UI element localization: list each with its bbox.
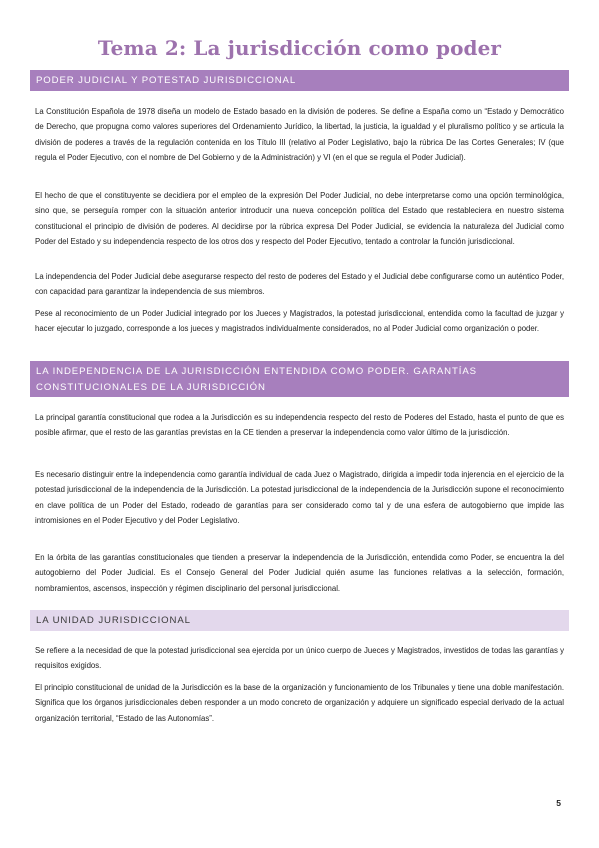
page-title: Tema 2: La jurisdicción como poder [97,36,502,60]
paragraph: El hecho de que el constituyente se decidiera por el empleo de la expresión Del Poder Judicial, no debe interpretarse como una opción terminológica, sino que, se perseguía romper con la situación anterior introducir una nueva concepción política del Estado que restableciera en nuestro sistema constitucional el principio de división de poderes. Al decidirse por la rúbrica expresa Del Poder Judicial, se evidencia la naturaleza del Judicial como Poder del Estado y su independencia respecto de los otros dos y respecto del Poder Ejecutivo, tentado a controlar la función jurisdiccional. [35,191,564,247]
paragraph: Pese al reconocimiento de un Poder Judicial integrado por los Jueces y Magistrados, la potestad jurisdiccional, entendida como la facultad de juzgar y hacer ejecutar lo juzgado, corresponde a los jueces y magistrados individualmente considerados, no al Poder Judicial como organización o poder. [35,309,564,334]
paragraph: La Constitución Española de 1978 diseña un modelo de Estado basado en la división de poderes. Se define a España como un “Estado y Democrático de Derecho, que propugna como valores superiores del Ordenamiento Jurídico, la libertad, la justicia, la igualdad y el pluralismo político y se articula la división de poderes a través de la regulación contenida en los Título III (relativo al Poder Legislativo, bajo la rúbrica De las Cortes Generales; IV (que regula el Poder Ejecutivo, con el nombre de Del Gobierno y de la Administración) y VI (en el que se regula el Poder Judicial). [35,107,564,163]
paragraph: En la órbita de las garantías constitucionales que tienden a preservar la independencia de la Jurisdicción, entendida como Poder, se encuentra la del autogobierno del Poder Judicial. Es el Consejo General del Poder Judicial quién asume las funciones relativas a la selección, formación, nombramientos, ascensos, inspección y régimen disciplinario del personal jurisdiccional. [35,553,564,593]
paragraph: La principal garantía constitucional que rodea a la Jurisdicción es su independencia respecto del resto de Poderes del Estado, hasta el punto de que es posible afirmar, que el resto de las garantías previstas en la CE tienden a preservar la independencia como valor último de la jurisdicción. [35,413,564,438]
section-heading-independencia: LA INDEPENDENCIA DE LA JURISDICCIÓN ENTENDIDA COMO PODER. GARANTÍAS CONSTITUCIONALES DE LA JURISDICCIÓN [30,361,569,397]
paragraph: El principio constitucional de unidad de la Jurisdicción es la base de la organización y funcionamiento de los Tribunales y tiene una doble manifestación. Significa que los órganos jurisdiccionales deben responder a un modo concreto de organización y adquiere un significado especial derivado de la actual organización territorial, “Estado de las Autonomías”. [35,683,564,723]
paragraph: Es necesario distinguir entre la independencia como garantía individual de cada Juez o Magistrado, dirigida a impedir toda injerencia en el ejercicio de la potestad jurisdiccional de la independencia de la Jurisdicción. La potestad jurisdiccional de la independencia de la Jurisdicción supone el reconocimiento en clave política de un Poder del Estado, rodeado de garantías para ser considerado como tal y de una esfera de autogobierno que impide las intromisiones en el Poder Ejecutivo y del Poder Legislativo. [35,470,564,526]
section-heading-poder-judicial: PODER JUDICIAL Y POTESTAD JURISDICCIONAL [30,70,569,91]
paragraph: La independencia del Poder Judicial debe asegurarse respecto del resto de poderes del Estado y el Judicial debe configurarse como un auténtico Poder, con capacidad para garantizar la independencia de sus miembros. [35,272,564,297]
paragraph: Se refiere a la necesidad de que la potestad jurisdiccional sea ejercida por un único cuerpo de Jueces y Magistrados, investidos de todas las garantías y requisitos exigidos. [35,646,564,671]
page-number: 5 [556,798,561,808]
section-heading-unidad-jurisdiccional: LA UNIDAD JURISDICCIONAL [30,610,569,631]
